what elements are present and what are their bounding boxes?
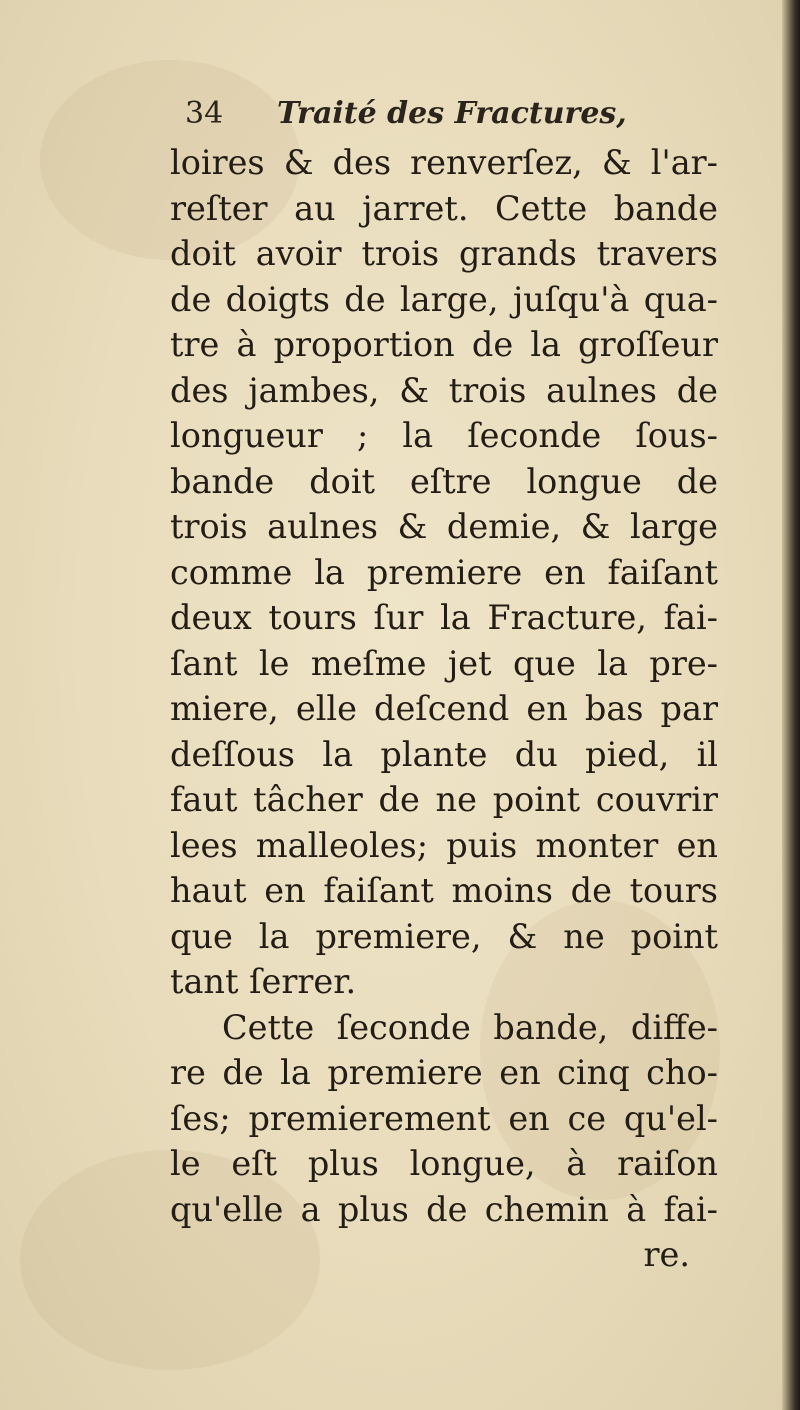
text-line: tant ſerrer.	[170, 962, 357, 1001]
text-line: doit avoir trois grands travers	[170, 234, 718, 273]
page-edge-shadow	[782, 0, 800, 1410]
text-line: loires & des renverſez, & l'ar-	[170, 143, 718, 182]
text-line: miere, elle deſcend en bas par	[170, 689, 718, 728]
text-line: de doigts de large, juſqu'à qua-	[170, 279, 718, 319]
catchword: re.	[643, 1235, 690, 1274]
text-line: bande doit eſtre longue de	[170, 461, 718, 501]
text-line: longueur ; la ſeconde ſous-	[170, 416, 718, 455]
text-line: comme la premiere en faiſant	[170, 552, 718, 592]
text-line: lees malleoles; puis monter en	[170, 825, 718, 865]
text-line: tre à proportion de la groſſeur	[170, 325, 718, 364]
body-text	[170, 140, 718, 1278]
page-number: 34	[185, 96, 224, 131]
text-line: ſes; premierement en ce qu'el-	[170, 1098, 718, 1138]
text-line: qu'elle a plus de chemin à fai-	[170, 1189, 718, 1229]
running-title: Traité des Fractures,	[277, 96, 627, 131]
text-line: reſter au jarret. Cette bande	[170, 188, 718, 228]
text-line: ſant le meſme jet que la pre-	[170, 643, 718, 683]
text-line: que la premiere, & ne point	[170, 916, 718, 956]
paragraph-start-line: Cette ſeconde bande, diffe-	[222, 1007, 718, 1047]
page-header	[185, 96, 627, 131]
text-line: le eſt plus longue, à raiſon	[170, 1144, 718, 1183]
text-line: des jambes, & trois aulnes de	[170, 370, 718, 410]
text-line: deſſous la plante du pied, il	[170, 734, 718, 774]
text-line: re de la premiere en cinq cho-	[170, 1053, 718, 1092]
text-line: haut en faiſant moins de tours	[170, 871, 718, 910]
text-line: trois aulnes & demie, & large	[170, 507, 718, 546]
text-line: deux tours ſur la Fracture, fai-	[170, 598, 718, 637]
text-line: faut tâcher de ne point couvrir	[170, 780, 718, 819]
